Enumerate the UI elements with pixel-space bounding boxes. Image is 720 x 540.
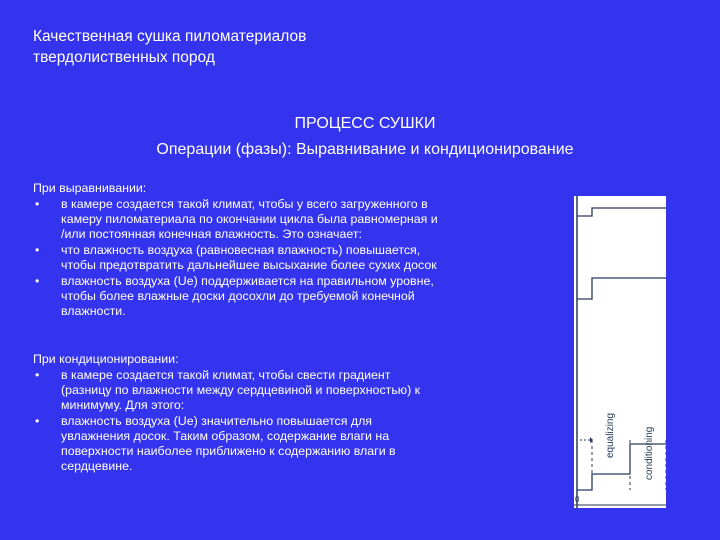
bullet-line: (разницу по влажности между сердцевиной и поверхностью) к: [61, 383, 421, 397]
bullet-line: в камере создается такой климат, чтобы свести градиент: [61, 368, 391, 382]
conditioning-title: При кондиционировании:: [33, 352, 179, 366]
bullet-line: поверхности наиболее приближено к содержанию влаги в: [61, 444, 396, 458]
equalizing-label: equalizing: [605, 412, 616, 458]
bullet-icon: •: [35, 274, 40, 288]
axis-zero-label: 0: [575, 495, 580, 504]
bullet-line: чтобы предотвратить дальнейшее высыхание более сухих досок: [61, 258, 437, 272]
bullet-line: в камере создается такой климат, чтобы у всего загруженного в: [61, 197, 428, 211]
bullet-icon: •: [35, 197, 40, 211]
bullet-line: минимуму. Для этого:: [61, 398, 185, 412]
slide-title-line-1: Качественная сушка пиломатериалов: [33, 28, 307, 45]
slide-title-line-2: твердолиственных пород: [33, 49, 215, 66]
bullet-line: что влажность воздуха (равновесная влажность) повышается,: [61, 243, 421, 257]
bullet-line: увлажнения досок. Таким образом, содержание влаги на: [61, 429, 390, 443]
bullet-line: /или постоянная конечная влажность. Это означает:: [61, 227, 362, 241]
bullet-line: камеру пиломатериала по окончании цикла была равномерная и: [61, 212, 438, 226]
conditioning-section: [33, 352, 553, 474]
bullet-line: влажность воздуха (Ue) значительно повышается для: [61, 414, 373, 428]
equalizing-title: При выравнивании:: [33, 181, 147, 195]
bullet-line: влажности.: [61, 304, 126, 318]
slide-title: [33, 26, 453, 68]
bullet-icon: •: [35, 243, 40, 257]
equalizing-section: [33, 181, 553, 319]
kiln-schedule-diagram: [574, 196, 666, 508]
process-heading: ПРОЦЕСС СУШКИ: [294, 115, 436, 132]
list-item: [33, 368, 553, 413]
list-item: [33, 243, 553, 273]
bullet-icon: •: [35, 414, 40, 428]
phases-subheading: Операции (фазы): Выравнивание и кондиционирование: [156, 141, 574, 158]
list-item: [33, 414, 553, 474]
bullet-line: влажность воздуха (Ue) поддерживается на правильном уровне,: [61, 274, 434, 288]
list-item: [33, 197, 553, 242]
bullet-line: сердцевине.: [61, 459, 133, 473]
list-item: [33, 274, 553, 319]
conditioning-label: conditioning: [644, 426, 655, 480]
bullet-line: чтобы более влажные доски досохли до требуемой конечной: [61, 289, 415, 303]
bullet-icon: •: [35, 368, 40, 382]
